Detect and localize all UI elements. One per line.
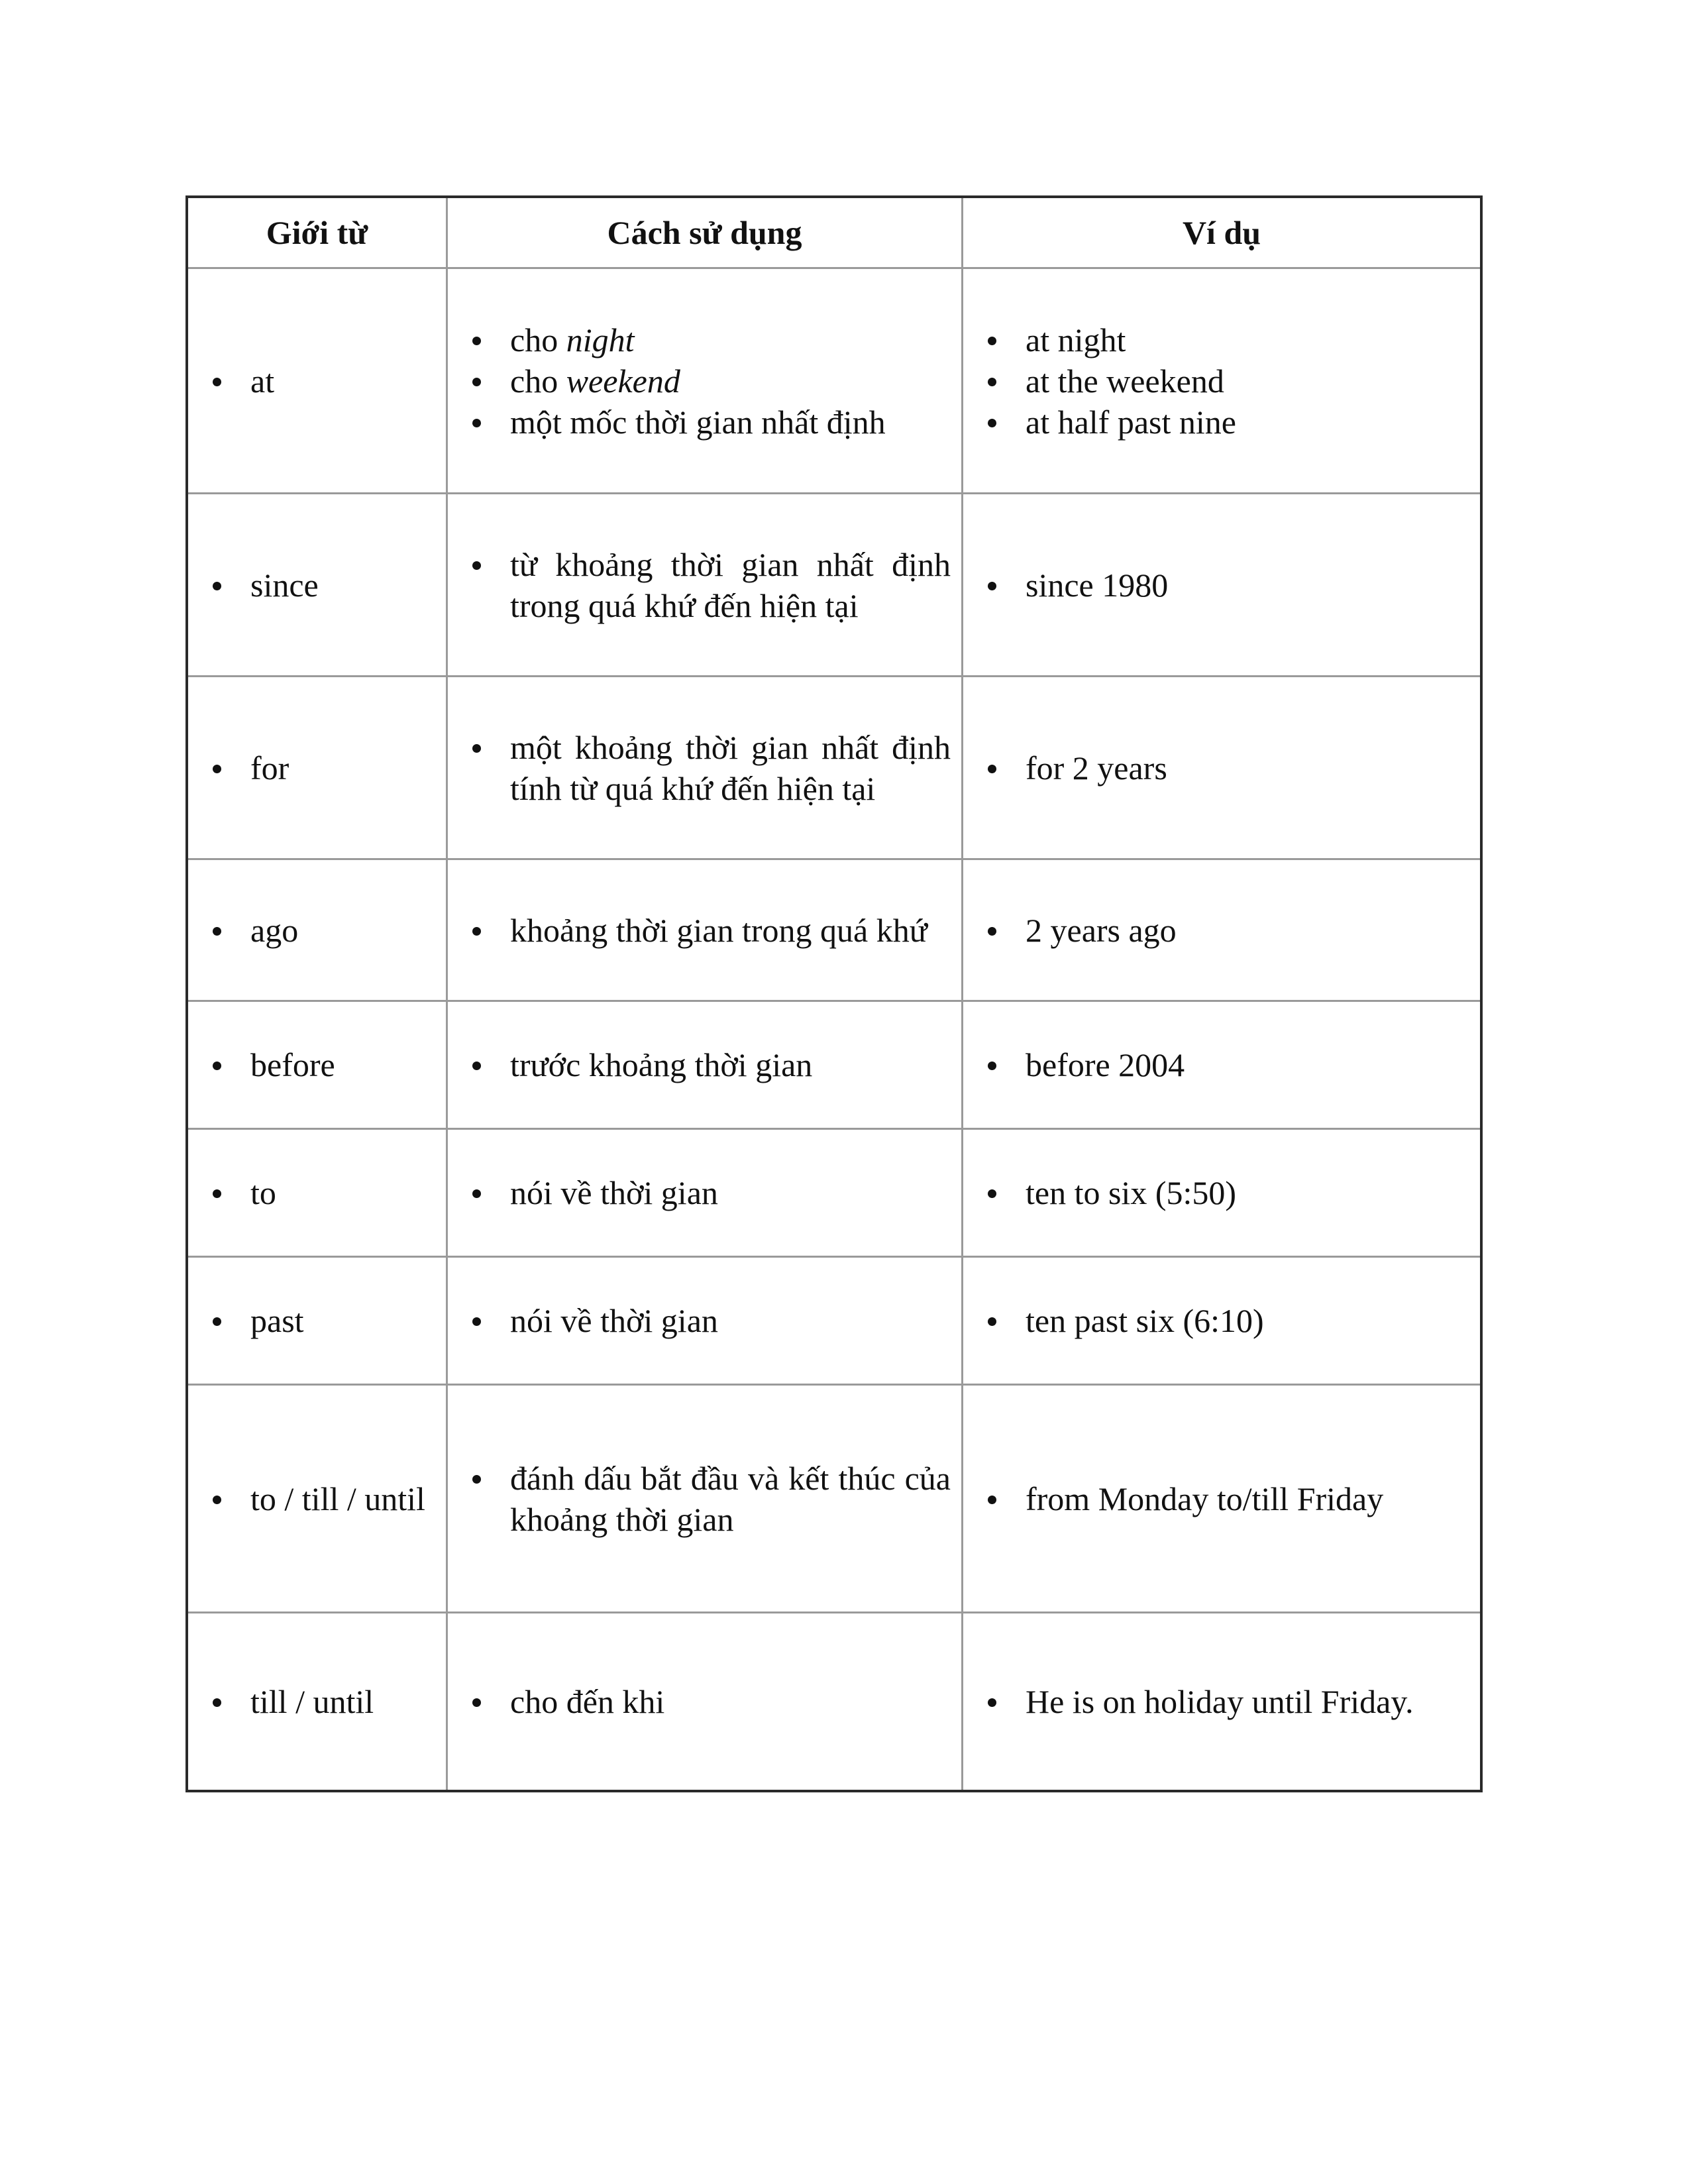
preposition-cell (188, 1002, 448, 1130)
preposition-label: till / until (250, 1681, 435, 1722)
usage-item: khoảng thời gian trong quá khứ (510, 910, 951, 951)
example-item: from Monday to/till Friday (1026, 1478, 1469, 1519)
example-cell (963, 1002, 1480, 1130)
example-cell (963, 269, 1480, 494)
example-item: 2 years ago (1026, 910, 1469, 951)
example-item: at night (1026, 319, 1469, 360)
example-cell (963, 1258, 1480, 1386)
example-cell (963, 1613, 1480, 1790)
table-header-row (188, 198, 1480, 269)
example-item: for 2 years (1026, 747, 1469, 789)
usage-item: từ khoảng thời gian nhất định trong quá khứ đến hiện tại (510, 544, 951, 626)
example-item: He is on holiday until Friday. (1026, 1681, 1469, 1722)
prepositions-table (185, 195, 1483, 1792)
table-row (188, 269, 1480, 494)
usage-cell (448, 1613, 963, 1790)
example-cell (963, 1386, 1480, 1613)
usage-cell (448, 1130, 963, 1258)
example-cell (963, 860, 1480, 1002)
example-item: at half past nine (1026, 402, 1469, 443)
preposition-cell (188, 1258, 448, 1386)
usage-item: nói về thời gian (510, 1300, 951, 1341)
table-row (188, 1002, 1480, 1130)
preposition-cell (188, 494, 448, 677)
usage-cell (448, 494, 963, 677)
table-row (188, 1386, 1480, 1613)
header-preposition: Giới từ (188, 198, 448, 269)
preposition-cell (188, 1130, 448, 1258)
example-item: since 1980 (1026, 565, 1469, 606)
preposition-label: to (250, 1172, 435, 1213)
usage-item: cho đến khi (510, 1681, 951, 1722)
preposition-cell (188, 860, 448, 1002)
preposition-label: since (250, 565, 435, 606)
usage-item: một mốc thời gian nhất định (510, 402, 951, 443)
table-row (188, 860, 1480, 1002)
preposition-label: to / till / until (250, 1478, 435, 1519)
usage-item: nói về thời gian (510, 1172, 951, 1213)
usage-item: cho weekend (510, 360, 951, 402)
preposition-label: ago (250, 910, 435, 951)
usage-cell (448, 1386, 963, 1613)
table-row (188, 1613, 1480, 1790)
table-row (188, 494, 1480, 677)
usage-item: đánh dấu bắt đầu và kết thúc của khoảng thời gian (510, 1458, 951, 1540)
usage-cell (448, 1002, 963, 1130)
preposition-label: at (250, 360, 435, 402)
example-item: before 2004 (1026, 1044, 1469, 1085)
preposition-label: past (250, 1300, 435, 1341)
example-cell (963, 494, 1480, 677)
example-cell (963, 677, 1480, 860)
usage-item: cho night (510, 319, 951, 360)
preposition-cell (188, 1613, 448, 1790)
preposition-label: for (250, 747, 435, 789)
table-row (188, 1258, 1480, 1386)
preposition-cell (188, 1386, 448, 1613)
usage-cell (448, 1258, 963, 1386)
preposition-cell (188, 269, 448, 494)
usage-cell (448, 677, 963, 860)
example-item: ten to six (5:50) (1026, 1172, 1469, 1213)
usage-item: trước khoảng thời gian (510, 1044, 951, 1085)
example-cell (963, 1130, 1480, 1258)
header-usage: Cách sử dụng (448, 198, 963, 269)
table-row (188, 677, 1480, 860)
usage-cell (448, 860, 963, 1002)
header-example: Ví dụ (963, 198, 1480, 269)
usage-item: một khoảng thời gian nhất định tính từ quá khứ đến hiện tại (510, 727, 951, 809)
example-item: ten past six (6:10) (1026, 1300, 1469, 1341)
usage-cell (448, 269, 963, 494)
preposition-cell (188, 677, 448, 860)
example-item: at the weekend (1026, 360, 1469, 402)
preposition-label: before (250, 1044, 435, 1085)
table-row (188, 1130, 1480, 1258)
